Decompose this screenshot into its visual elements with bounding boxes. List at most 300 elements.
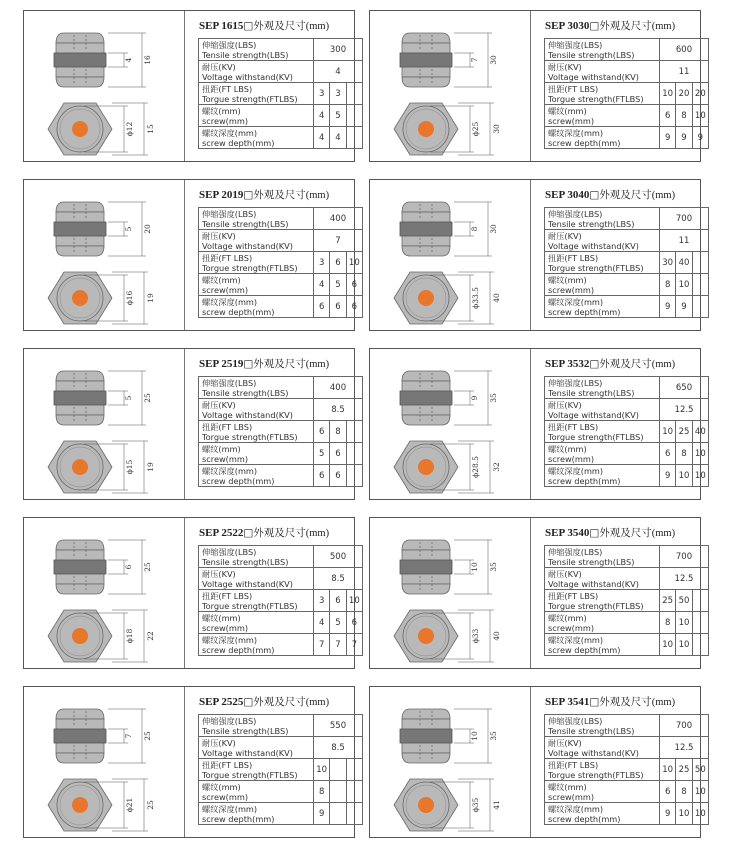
spec-value: 10 bbox=[676, 803, 692, 825]
spec-row bbox=[199, 252, 363, 274]
spec-label-en: screw depth(mm) bbox=[202, 644, 275, 655]
diameter-dimension-label: ϕ18 bbox=[125, 628, 134, 644]
spec-row bbox=[545, 715, 709, 737]
spec-label-en: Torgue strength(FTLBS) bbox=[202, 431, 298, 442]
spec-label-en: screw(mm) bbox=[202, 115, 249, 126]
spec-label bbox=[545, 252, 660, 274]
spec-value: 5 bbox=[330, 274, 346, 296]
spec-label bbox=[545, 443, 660, 465]
spec-label-zh: 耐压(KV) bbox=[548, 737, 582, 748]
spec-value: 10 bbox=[692, 465, 708, 487]
spec-label-en: Voltage withstand(KV) bbox=[202, 71, 293, 82]
spec-value: 8.5 bbox=[314, 568, 363, 590]
spec-label-en: Tensile strength(LBS) bbox=[548, 218, 635, 229]
spec-table bbox=[198, 545, 363, 656]
spec-value: 9 bbox=[676, 127, 692, 149]
spec-table bbox=[544, 376, 709, 487]
product-title bbox=[199, 694, 329, 709]
spec-label-en: screw(mm) bbox=[548, 453, 595, 464]
title-unit: (mm) bbox=[651, 21, 676, 32]
spec-panel bbox=[531, 349, 706, 499]
insulator-band bbox=[54, 53, 106, 67]
spec-value: 8 bbox=[676, 781, 692, 803]
spec-label bbox=[199, 83, 314, 105]
threaded-insert bbox=[418, 628, 434, 644]
spec-value: 550 bbox=[314, 715, 363, 737]
title-unit: (mm) bbox=[305, 697, 330, 708]
spec-label bbox=[545, 61, 660, 83]
product-title bbox=[545, 525, 675, 540]
spec-label-en: screw(mm) bbox=[202, 622, 249, 633]
title-suffix: □外观及尺寸 bbox=[589, 358, 652, 370]
product-code: SEP 2019 bbox=[199, 189, 244, 201]
spec-value: 40 bbox=[676, 252, 692, 274]
height-dimension-label: 16 bbox=[143, 55, 152, 65]
band-dimension-label: 9 bbox=[470, 395, 479, 401]
spec-label bbox=[199, 465, 314, 487]
spec-label bbox=[545, 590, 660, 612]
product-code: SEP 3532 bbox=[545, 358, 590, 370]
product-title bbox=[545, 694, 675, 709]
spec-value: 4 bbox=[314, 127, 330, 149]
spec-label bbox=[545, 377, 660, 399]
threaded-insert bbox=[418, 121, 434, 137]
spec-row bbox=[545, 208, 709, 230]
title-suffix: □外观及尺寸 bbox=[589, 189, 652, 201]
spec-value bbox=[346, 105, 362, 127]
spec-label bbox=[199, 61, 314, 83]
spec-value: 6 bbox=[660, 105, 676, 127]
spec-label bbox=[545, 546, 660, 568]
spec-label-zh: 耐压(KV) bbox=[202, 61, 236, 72]
spec-row bbox=[545, 803, 709, 825]
product-card bbox=[369, 517, 701, 669]
threaded-insert bbox=[72, 290, 88, 306]
standoff-insulator-diagram bbox=[370, 11, 530, 161]
spec-label-zh: 螺纹(mm) bbox=[202, 105, 241, 116]
spec-label bbox=[545, 230, 660, 252]
spec-label-zh: 扭距(FT LBS) bbox=[202, 252, 253, 263]
spec-row bbox=[545, 421, 709, 443]
product-code: SEP 3540 bbox=[545, 527, 590, 539]
height-dimension-label: 25 bbox=[143, 393, 152, 403]
spec-label-en: screw(mm) bbox=[548, 622, 595, 633]
spec-label-en: Voltage withstand(KV) bbox=[202, 578, 293, 589]
spec-label bbox=[545, 83, 660, 105]
spec-label-en: screw(mm) bbox=[202, 791, 249, 802]
title-unit: (mm) bbox=[651, 359, 676, 370]
product-card bbox=[23, 179, 360, 331]
insulator-band bbox=[54, 391, 106, 405]
spec-label bbox=[545, 781, 660, 803]
spec-label-zh: 扭距(FT LBS) bbox=[202, 83, 253, 94]
spec-row bbox=[545, 568, 709, 590]
spec-value: 10 bbox=[314, 759, 330, 781]
spec-label-en: Torgue strength(FTLBS) bbox=[202, 769, 298, 780]
spec-label bbox=[199, 421, 314, 443]
spec-value: 6 bbox=[346, 274, 362, 296]
spec-value: 10 bbox=[676, 612, 692, 634]
product-drawing bbox=[24, 687, 185, 837]
product-code: SEP 1615 bbox=[199, 20, 244, 32]
spec-label bbox=[199, 252, 314, 274]
spec-label-en: Torgue strength(FTLBS) bbox=[548, 93, 644, 104]
insulator-body-bottom bbox=[402, 246, 450, 256]
spec-value: 700 bbox=[660, 208, 709, 230]
title-unit: (mm) bbox=[651, 528, 676, 539]
spec-value: 6 bbox=[314, 421, 330, 443]
insulator-body-top bbox=[402, 709, 450, 719]
spec-label-zh: 螺纹(mm) bbox=[548, 274, 587, 285]
spec-row bbox=[199, 274, 363, 296]
spec-value: 300 bbox=[314, 39, 363, 61]
hex-dimension-label: 32 bbox=[492, 462, 501, 472]
spec-value: 4 bbox=[314, 61, 363, 83]
spec-value: 6 bbox=[330, 252, 346, 274]
spec-label-zh: 螺纹深度(mm) bbox=[202, 634, 258, 645]
product-title bbox=[545, 18, 675, 33]
spec-panel bbox=[531, 687, 706, 837]
spec-row bbox=[545, 252, 709, 274]
threaded-insert bbox=[418, 290, 434, 306]
spec-label bbox=[545, 105, 660, 127]
spec-label-en: screw depth(mm) bbox=[548, 306, 621, 317]
product-card bbox=[23, 348, 355, 500]
insulator-body-top bbox=[402, 202, 450, 212]
insulator-band bbox=[54, 222, 106, 236]
title-suffix: □外观及尺寸 bbox=[589, 20, 652, 32]
product-card bbox=[369, 348, 706, 500]
spec-row bbox=[545, 590, 709, 612]
spec-value bbox=[346, 465, 362, 487]
spec-value: 6 bbox=[660, 443, 676, 465]
standoff-insulator-diagram bbox=[370, 518, 530, 668]
spec-value: 10 bbox=[660, 421, 676, 443]
spec-value: 12.5 bbox=[660, 737, 709, 759]
spec-row bbox=[199, 781, 363, 803]
threaded-insert bbox=[72, 797, 88, 813]
spec-label bbox=[545, 421, 660, 443]
hex-dimension-label: 19 bbox=[146, 462, 155, 472]
product-drawing bbox=[370, 687, 531, 837]
spec-row bbox=[545, 399, 709, 421]
spec-label-en: screw depth(mm) bbox=[548, 813, 621, 824]
hex-dimension-label: 41 bbox=[492, 800, 501, 810]
spec-label bbox=[545, 634, 660, 656]
height-dimension-label: 35 bbox=[489, 562, 498, 572]
spec-value: 6 bbox=[314, 465, 330, 487]
spec-value: 8 bbox=[676, 443, 692, 465]
spec-label bbox=[199, 781, 314, 803]
spec-label-en: screw depth(mm) bbox=[548, 475, 621, 486]
spec-value: 6 bbox=[330, 443, 346, 465]
spec-label bbox=[199, 546, 314, 568]
product-title bbox=[199, 187, 329, 202]
spec-panel bbox=[185, 180, 360, 330]
spec-label-zh: 伸缩强度(LBS) bbox=[202, 208, 257, 219]
spec-row bbox=[199, 83, 363, 105]
spec-label bbox=[199, 590, 314, 612]
spec-label-en: screw(mm) bbox=[202, 453, 249, 464]
insulator-body-bottom bbox=[56, 246, 104, 256]
spec-label-zh: 耐压(KV) bbox=[202, 230, 236, 241]
height-dimension-label: 35 bbox=[489, 393, 498, 403]
spec-row bbox=[199, 612, 363, 634]
spec-value: 10 bbox=[692, 443, 708, 465]
insulator-body-bottom bbox=[56, 753, 104, 763]
spec-row bbox=[199, 715, 363, 737]
spec-value bbox=[346, 803, 362, 825]
product-title bbox=[199, 525, 329, 540]
height-dimension-label: 35 bbox=[489, 731, 498, 741]
spec-value: 10 bbox=[676, 274, 692, 296]
spec-row bbox=[199, 105, 363, 127]
height-dimension-label: 30 bbox=[489, 55, 498, 65]
spec-value: 6 bbox=[330, 465, 346, 487]
spec-row bbox=[545, 39, 709, 61]
spec-value: 9 bbox=[676, 296, 692, 318]
threaded-insert bbox=[72, 628, 88, 644]
spec-value: 6 bbox=[330, 590, 346, 612]
spec-label bbox=[199, 208, 314, 230]
spec-value: 700 bbox=[660, 715, 709, 737]
spec-label-zh: 螺纹(mm) bbox=[202, 274, 241, 285]
spec-value: 10 bbox=[660, 759, 676, 781]
spec-label-zh: 耐压(KV) bbox=[548, 399, 582, 410]
diameter-dimension-label: ϕ12 bbox=[125, 121, 134, 137]
spec-row bbox=[545, 781, 709, 803]
spec-value: 25 bbox=[660, 590, 676, 612]
spec-label bbox=[199, 443, 314, 465]
spec-value: 12.5 bbox=[660, 399, 709, 421]
spec-label-en: Torgue strength(FTLBS) bbox=[202, 600, 298, 611]
band-dimension-label: 8 bbox=[470, 226, 479, 232]
spec-label-en: screw(mm) bbox=[548, 115, 595, 126]
product-card bbox=[23, 517, 360, 669]
title-unit: (mm) bbox=[305, 190, 330, 201]
spec-label-en: screw depth(mm) bbox=[202, 306, 275, 317]
spec-row bbox=[199, 590, 363, 612]
spec-label bbox=[545, 274, 660, 296]
spec-table bbox=[198, 376, 363, 487]
spec-table bbox=[544, 545, 709, 656]
spec-label-en: Voltage withstand(KV) bbox=[548, 747, 639, 758]
product-drawing bbox=[24, 180, 185, 330]
spec-label-zh: 螺纹(mm) bbox=[202, 443, 241, 454]
spec-panel bbox=[185, 687, 354, 837]
spec-label-en: Tensile strength(LBS) bbox=[548, 387, 635, 398]
product-drawing bbox=[370, 11, 531, 161]
spec-label bbox=[199, 612, 314, 634]
insulator-band bbox=[54, 560, 106, 574]
spec-value: 11 bbox=[660, 230, 709, 252]
title-suffix: □外观及尺寸 bbox=[589, 696, 652, 708]
standoff-insulator-diagram bbox=[24, 180, 184, 330]
spec-label-zh: 伸缩强度(LBS) bbox=[548, 715, 603, 726]
spec-label-en: Voltage withstand(KV) bbox=[548, 71, 639, 82]
spec-label bbox=[199, 568, 314, 590]
spec-label bbox=[199, 39, 314, 61]
spec-value: 400 bbox=[314, 377, 363, 399]
spec-row bbox=[199, 61, 363, 83]
spec-value: 12.5 bbox=[660, 568, 709, 590]
spec-label-zh: 耐压(KV) bbox=[202, 568, 236, 579]
spec-row bbox=[545, 759, 709, 781]
spec-label-en: screw(mm) bbox=[548, 791, 595, 802]
spec-label-zh: 扭距(FT LBS) bbox=[548, 252, 599, 263]
height-dimension-label: 30 bbox=[489, 224, 498, 234]
spec-label bbox=[545, 465, 660, 487]
band-dimension-label: 10 bbox=[470, 731, 479, 741]
spec-value: 7 bbox=[314, 230, 363, 252]
spec-label-zh: 螺纹(mm) bbox=[548, 443, 587, 454]
spec-row bbox=[545, 737, 709, 759]
spec-label bbox=[199, 803, 314, 825]
standoff-insulator-diagram bbox=[24, 11, 184, 161]
spec-row bbox=[199, 803, 363, 825]
spec-value: 6 bbox=[346, 296, 362, 318]
insulator-body-bottom bbox=[402, 584, 450, 594]
spec-table bbox=[198, 207, 363, 318]
spec-value: 8 bbox=[314, 781, 330, 803]
diameter-dimension-label: ϕ33.5 bbox=[471, 287, 480, 309]
spec-label-zh: 螺纹深度(mm) bbox=[202, 296, 258, 307]
title-unit: (mm) bbox=[305, 21, 330, 32]
spec-value: 4 bbox=[314, 274, 330, 296]
spec-row bbox=[545, 230, 709, 252]
spec-table bbox=[544, 38, 709, 149]
diameter-dimension-label: ϕ28.5 bbox=[471, 456, 480, 478]
spec-label-zh: 扭距(FT LBS) bbox=[548, 83, 599, 94]
spec-label-zh: 螺纹深度(mm) bbox=[202, 127, 258, 138]
insulator-body-top bbox=[56, 202, 104, 212]
spec-row bbox=[545, 127, 709, 149]
spec-label bbox=[199, 127, 314, 149]
standoff-insulator-diagram bbox=[370, 349, 530, 499]
spec-label-zh: 耐压(KV) bbox=[202, 399, 236, 410]
spec-label-zh: 耐压(KV) bbox=[548, 61, 582, 72]
spec-value: 10 bbox=[346, 590, 362, 612]
height-dimension-label: 25 bbox=[143, 562, 152, 572]
spec-row bbox=[545, 546, 709, 568]
spec-label bbox=[199, 759, 314, 781]
title-unit: (mm) bbox=[651, 697, 676, 708]
spec-label bbox=[545, 568, 660, 590]
spec-row bbox=[545, 612, 709, 634]
spec-label bbox=[545, 208, 660, 230]
spec-value: 10 bbox=[692, 803, 708, 825]
product-card bbox=[23, 686, 355, 838]
spec-label-zh: 扭距(FT LBS) bbox=[202, 590, 253, 601]
product-title bbox=[545, 356, 675, 371]
spec-label-zh: 螺纹深度(mm) bbox=[548, 127, 604, 138]
spec-table bbox=[198, 714, 363, 825]
hex-dimension-label: 22 bbox=[146, 631, 155, 641]
spec-label bbox=[199, 715, 314, 737]
height-dimension-label: 20 bbox=[143, 224, 152, 234]
spec-value: 30 bbox=[660, 252, 676, 274]
standoff-insulator-diagram bbox=[370, 687, 530, 837]
diameter-dimension-label: ϕ25 bbox=[471, 121, 480, 137]
insulator-band bbox=[400, 391, 452, 405]
threaded-insert bbox=[72, 121, 88, 137]
spec-row bbox=[545, 296, 709, 318]
standoff-insulator-diagram bbox=[24, 687, 184, 837]
spec-value: 5 bbox=[314, 443, 330, 465]
spec-label-en: Tensile strength(LBS) bbox=[548, 556, 635, 567]
spec-label-en: screw depth(mm) bbox=[548, 137, 621, 148]
spec-label-en: Tensile strength(LBS) bbox=[202, 725, 289, 736]
spec-row bbox=[545, 634, 709, 656]
spec-value: 6 bbox=[314, 296, 330, 318]
spec-value: 400 bbox=[314, 208, 363, 230]
spec-label-zh: 螺纹(mm) bbox=[202, 612, 241, 623]
spec-row bbox=[545, 465, 709, 487]
spec-label-en: Voltage withstand(KV) bbox=[548, 240, 639, 251]
insulator-body-top bbox=[56, 371, 104, 381]
hex-dimension-label: 25 bbox=[146, 800, 155, 810]
spec-value: 20 bbox=[676, 83, 692, 105]
spec-label bbox=[199, 737, 314, 759]
spec-label-zh: 伸缩强度(LBS) bbox=[548, 39, 603, 50]
hex-dimension-label: 40 bbox=[492, 631, 501, 641]
spec-value: 40 bbox=[692, 421, 708, 443]
spec-row bbox=[199, 568, 363, 590]
product-code: SEP 2522 bbox=[199, 527, 244, 539]
spec-value: 10 bbox=[660, 634, 676, 656]
spec-label-zh: 螺纹深度(mm) bbox=[202, 465, 258, 476]
spec-value: 8.5 bbox=[314, 737, 363, 759]
product-code: SEP 2525 bbox=[199, 696, 244, 708]
spec-label-en: Torgue strength(FTLBS) bbox=[202, 93, 298, 104]
product-title bbox=[199, 356, 329, 371]
spec-value: 3 bbox=[314, 252, 330, 274]
spec-row bbox=[545, 274, 709, 296]
spec-label-en: screw(mm) bbox=[202, 284, 249, 295]
product-title bbox=[545, 187, 675, 202]
spec-value: 9 bbox=[660, 803, 676, 825]
spec-value bbox=[692, 612, 708, 634]
spec-label-en: Torgue strength(FTLBS) bbox=[548, 262, 644, 273]
band-dimension-label: 7 bbox=[124, 733, 133, 739]
spec-value: 8 bbox=[330, 421, 346, 443]
spec-label-en: Torgue strength(FTLBS) bbox=[548, 600, 644, 611]
spec-label-zh: 扭距(FT LBS) bbox=[548, 590, 599, 601]
spec-label-zh: 螺纹(mm) bbox=[202, 781, 241, 792]
spec-value bbox=[692, 274, 708, 296]
product-title bbox=[199, 18, 329, 33]
spec-row bbox=[199, 634, 363, 656]
spec-row bbox=[199, 230, 363, 252]
insulator-body-top bbox=[56, 540, 104, 550]
spec-label-en: screw depth(mm) bbox=[548, 644, 621, 655]
title-suffix: □外观及尺寸 bbox=[243, 696, 306, 708]
spec-value bbox=[346, 83, 362, 105]
product-card bbox=[23, 10, 355, 162]
spec-label-zh: 扭距(FT LBS) bbox=[548, 759, 599, 770]
spec-label-en: Torgue strength(FTLBS) bbox=[202, 262, 298, 273]
spec-label bbox=[545, 759, 660, 781]
diameter-dimension-label: ϕ35 bbox=[471, 797, 480, 813]
spec-table bbox=[544, 714, 709, 825]
spec-label-zh: 扭距(FT LBS) bbox=[202, 421, 253, 432]
spec-label bbox=[545, 803, 660, 825]
diameter-dimension-label: ϕ33 bbox=[471, 628, 480, 644]
spec-label-zh: 伸缩强度(LBS) bbox=[548, 546, 603, 557]
spec-value: 50 bbox=[676, 590, 692, 612]
spec-label-zh: 螺纹深度(mm) bbox=[202, 803, 258, 814]
spec-panel bbox=[185, 518, 360, 668]
